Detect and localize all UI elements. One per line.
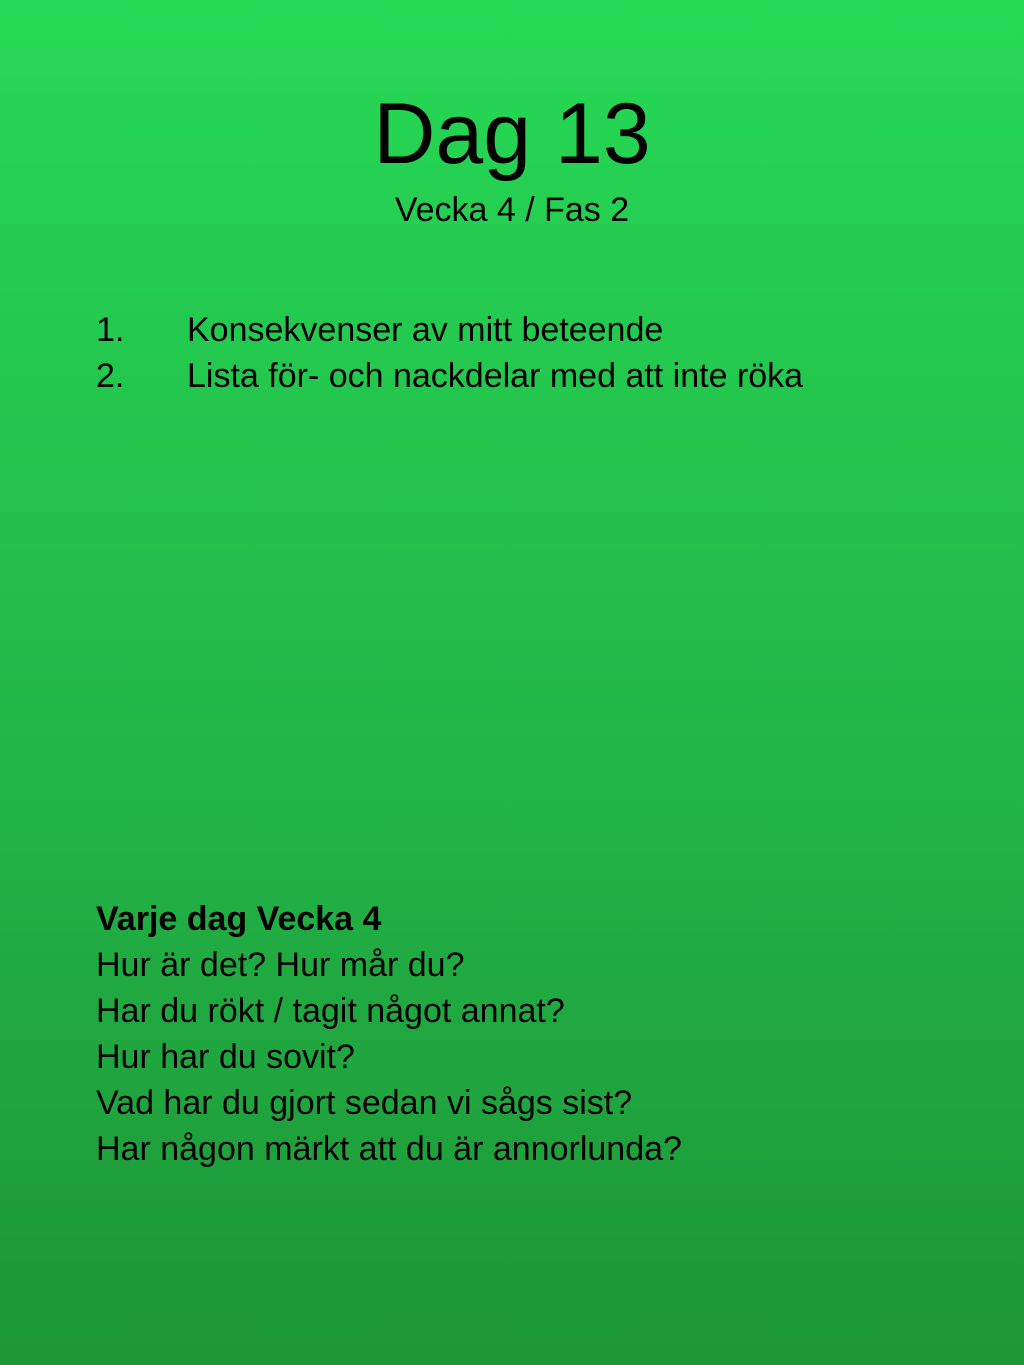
daily-question: Vad har du gjort sedan vi sågs sist?	[96, 1084, 633, 1122]
task-list	[96, 307, 976, 399]
daily-question: Har du rökt / tagit något annat?	[96, 992, 565, 1030]
task-number: 2.	[96, 357, 125, 395]
daily-question: Har någon märkt att du är annorlunda?	[96, 1130, 682, 1168]
task-text: Konsekvenser av mitt beteende	[187, 311, 664, 349]
daily-question: Hur är det? Hur mår du?	[96, 946, 465, 984]
task-item	[96, 353, 976, 399]
slide-title: Dag 13	[373, 86, 651, 182]
task-text: Lista för- och nackdelar med att inte röka	[187, 357, 804, 395]
daily-questions	[96, 896, 976, 1172]
daily-question: Hur har du sovit?	[96, 1038, 355, 1076]
task-item	[96, 307, 976, 353]
daily-heading: Varje dag Vecka 4	[96, 900, 382, 938]
slide-subtitle: Vecka 4 / Fas 2	[394, 191, 630, 229]
task-number: 1.	[96, 311, 125, 349]
